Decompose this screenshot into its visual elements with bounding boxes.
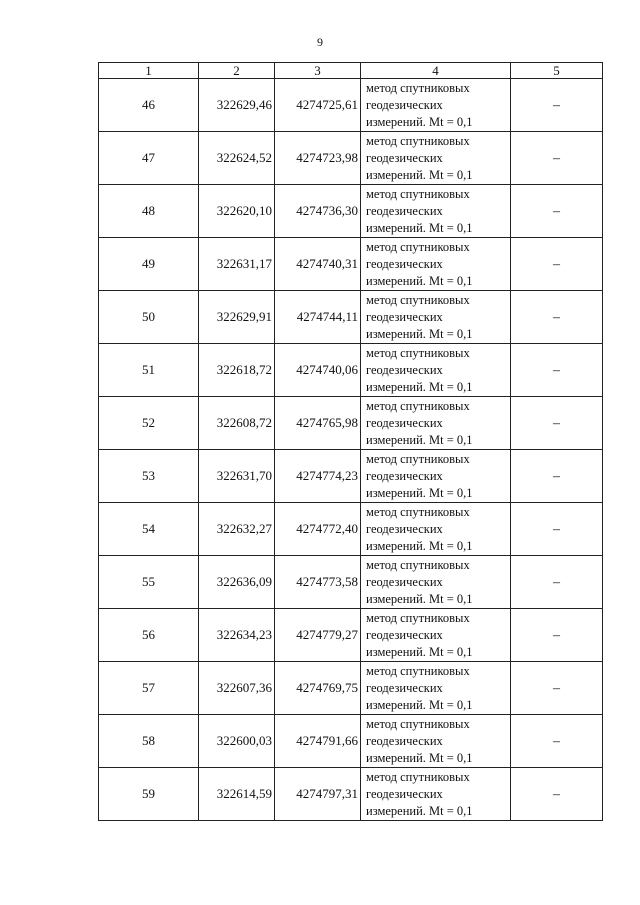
column-5-cell: [511, 450, 603, 503]
empty-value-dash: –: [553, 574, 560, 590]
table-row: [99, 715, 603, 768]
page-number: 9: [317, 35, 323, 49]
table-row: [99, 185, 603, 238]
x-coordinate-cell: 322618,72: [199, 344, 275, 397]
method-line-2: геодезических: [366, 733, 443, 748]
column-header-1: 1: [99, 63, 199, 79]
column-5-cell: [511, 397, 603, 450]
method-line-2: геодезических: [366, 574, 443, 589]
y-coordinate-cell: 4274736,30: [275, 185, 361, 238]
x-coordinate-cell: 322600,03: [199, 715, 275, 768]
table-row: [99, 662, 603, 715]
column-5-cell: [511, 556, 603, 609]
empty-value-dash: –: [553, 468, 560, 484]
method-line-1: метод спутниковых: [366, 716, 470, 731]
method-cell: [361, 397, 511, 450]
y-coordinate-cell: 4274774,23: [275, 450, 361, 503]
column-5-cell: [511, 503, 603, 556]
empty-value-dash: –: [553, 203, 560, 219]
method-line-3: измерений. Mt = 0,1: [366, 432, 473, 447]
y-coordinate-cell: 4274769,75: [275, 662, 361, 715]
point-number-cell: 48: [99, 185, 199, 238]
table-row: [99, 768, 603, 821]
method-line-1: метод спутниковых: [366, 133, 470, 148]
empty-value-dash: –: [553, 256, 560, 272]
method-line-2: геодезических: [366, 150, 443, 165]
method-cell: [361, 556, 511, 609]
method-line-2: геодезических: [366, 203, 443, 218]
y-coordinate-cell: 4274773,58: [275, 556, 361, 609]
x-coordinate-cell: 322608,72: [199, 397, 275, 450]
empty-value-dash: –: [553, 309, 560, 325]
empty-value-dash: –: [553, 150, 560, 166]
x-coordinate-cell: 322636,09: [199, 556, 275, 609]
point-number-cell: 51: [99, 344, 199, 397]
method-line-3: измерений. Mt = 0,1: [366, 220, 473, 235]
empty-value-dash: –: [553, 97, 560, 113]
column-5-cell: [511, 132, 603, 185]
column-header-4: 4: [361, 63, 511, 79]
method-line-2: геодезических: [366, 680, 443, 695]
method-line-3: измерений. Mt = 0,1: [366, 803, 473, 818]
method-line-1: метод спутниковых: [366, 80, 470, 95]
method-line-1: метод спутниковых: [366, 345, 470, 360]
method-cell: [361, 662, 511, 715]
point-number-cell: 56: [99, 609, 199, 662]
method-line-3: измерений. Mt = 0,1: [366, 538, 473, 553]
method-cell: [361, 185, 511, 238]
table-header-row: [99, 63, 603, 79]
method-line-2: геодезических: [366, 256, 443, 271]
x-coordinate-cell: 322631,70: [199, 450, 275, 503]
method-line-3: измерений. Mt = 0,1: [366, 697, 473, 712]
table-row: [99, 609, 603, 662]
table-row: [99, 79, 603, 132]
method-line-1: метод спутниковых: [366, 557, 470, 572]
point-number-cell: 55: [99, 556, 199, 609]
coordinates-table: [98, 62, 603, 821]
column-header-5: 5: [511, 63, 603, 79]
method-line-3: измерений. Mt = 0,1: [366, 167, 473, 182]
method-line-3: измерений. Mt = 0,1: [366, 326, 473, 341]
method-cell: [361, 768, 511, 821]
column-5-cell: [511, 768, 603, 821]
column-header-2: 2: [199, 63, 275, 79]
method-line-3: измерений. Mt = 0,1: [366, 485, 473, 500]
method-cell: [361, 715, 511, 768]
method-line-1: метод спутниковых: [366, 451, 470, 466]
method-line-2: геодезических: [366, 362, 443, 377]
y-coordinate-cell: 4274797,31: [275, 768, 361, 821]
y-coordinate-cell: 4274740,06: [275, 344, 361, 397]
method-line-3: измерений. Mt = 0,1: [366, 379, 473, 394]
point-number-cell: 52: [99, 397, 199, 450]
point-number-cell: 57: [99, 662, 199, 715]
point-number-cell: 50: [99, 291, 199, 344]
method-line-2: геодезических: [366, 309, 443, 324]
method-line-1: метод спутниковых: [366, 610, 470, 625]
method-line-1: метод спутниковых: [366, 504, 470, 519]
empty-value-dash: –: [553, 521, 560, 537]
x-coordinate-cell: 322632,27: [199, 503, 275, 556]
column-5-cell: [511, 185, 603, 238]
method-line-2: геодезических: [366, 627, 443, 642]
y-coordinate-cell: 4274723,98: [275, 132, 361, 185]
column-5-cell: [511, 715, 603, 768]
empty-value-dash: –: [553, 680, 560, 696]
method-cell: [361, 503, 511, 556]
method-line-3: измерений. Mt = 0,1: [366, 273, 473, 288]
point-number-cell: 46: [99, 79, 199, 132]
table-row: [99, 291, 603, 344]
method-cell: [361, 238, 511, 291]
x-coordinate-cell: 322624,52: [199, 132, 275, 185]
empty-value-dash: –: [553, 362, 560, 378]
y-coordinate-cell: 4274772,40: [275, 503, 361, 556]
method-line-3: измерений. Mt = 0,1: [366, 114, 473, 129]
table-row: [99, 503, 603, 556]
point-number-cell: 49: [99, 238, 199, 291]
point-number-cell: 59: [99, 768, 199, 821]
method-cell: [361, 79, 511, 132]
x-coordinate-cell: 322631,17: [199, 238, 275, 291]
empty-value-dash: –: [553, 415, 560, 431]
empty-value-dash: –: [553, 786, 560, 802]
method-line-2: геодезических: [366, 521, 443, 536]
y-coordinate-cell: 4274740,31: [275, 238, 361, 291]
empty-value-dash: –: [553, 627, 560, 643]
method-line-2: геодезических: [366, 468, 443, 483]
column-5-cell: [511, 238, 603, 291]
method-line-2: геодезических: [366, 786, 443, 801]
x-coordinate-cell: 322634,23: [199, 609, 275, 662]
y-coordinate-cell: 4274765,98: [275, 397, 361, 450]
point-number-cell: 58: [99, 715, 199, 768]
table-row: [99, 132, 603, 185]
table-row: [99, 344, 603, 397]
method-cell: [361, 609, 511, 662]
column-5-cell: [511, 344, 603, 397]
x-coordinate-cell: 322629,91: [199, 291, 275, 344]
column-header-3: 3: [275, 63, 361, 79]
y-coordinate-cell: 4274791,66: [275, 715, 361, 768]
method-line-1: метод спутниковых: [366, 292, 470, 307]
method-line-1: метод спутниковых: [366, 769, 470, 784]
point-number-cell: 53: [99, 450, 199, 503]
point-number-cell: 54: [99, 503, 199, 556]
y-coordinate-cell: 4274725,61: [275, 79, 361, 132]
column-5-cell: [511, 662, 603, 715]
method-cell: [361, 132, 511, 185]
table-row: [99, 397, 603, 450]
method-line-2: геодезических: [366, 415, 443, 430]
y-coordinate-cell: 4274744,11: [275, 291, 361, 344]
x-coordinate-cell: 322614,59: [199, 768, 275, 821]
method-line-1: метод спутниковых: [366, 663, 470, 678]
table-row: [99, 556, 603, 609]
column-5-cell: [511, 79, 603, 132]
column-5-cell: [511, 609, 603, 662]
method-cell: [361, 291, 511, 344]
x-coordinate-cell: 322620,10: [199, 185, 275, 238]
x-coordinate-cell: 322629,46: [199, 79, 275, 132]
y-coordinate-cell: 4274779,27: [275, 609, 361, 662]
column-5-cell: [511, 291, 603, 344]
method-cell: [361, 450, 511, 503]
method-line-3: измерений. Mt = 0,1: [366, 644, 473, 659]
method-line-1: метод спутниковых: [366, 239, 470, 254]
table-row: [99, 238, 603, 291]
method-line-3: измерений. Mt = 0,1: [366, 591, 473, 606]
x-coordinate-cell: 322607,36: [199, 662, 275, 715]
method-line-2: геодезических: [366, 97, 443, 112]
table-row: [99, 450, 603, 503]
method-line-3: измерений. Mt = 0,1: [366, 750, 473, 765]
point-number-cell: 47: [99, 132, 199, 185]
table-body: [99, 79, 603, 821]
empty-value-dash: –: [553, 733, 560, 749]
method-line-1: метод спутниковых: [366, 186, 470, 201]
method-line-1: метод спутниковых: [366, 398, 470, 413]
method-cell: [361, 344, 511, 397]
